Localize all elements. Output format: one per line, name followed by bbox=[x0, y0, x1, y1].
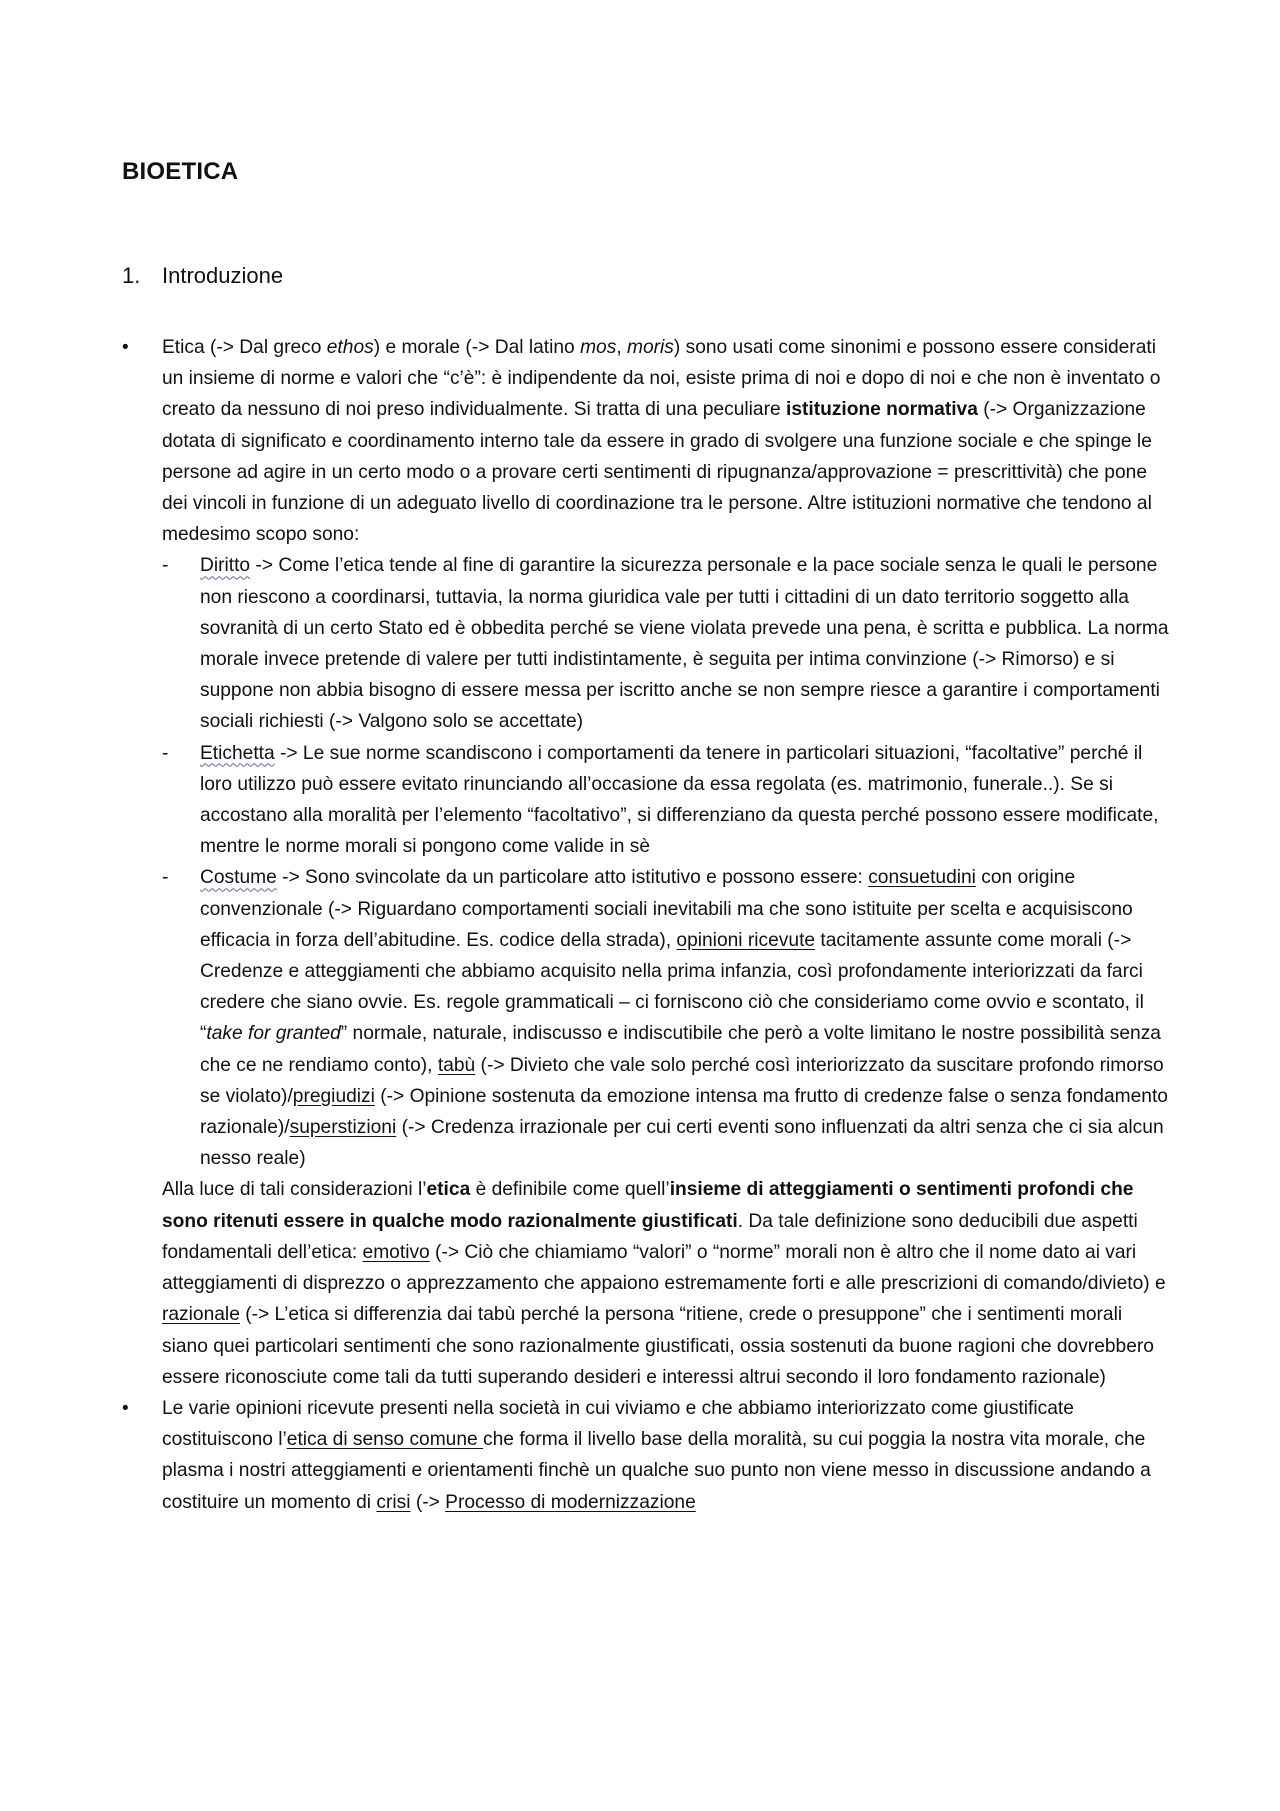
text-run: (-> Organizzazione dotata di significato e coordinamento interno tale da essere in grado di svolgere una funzione sociale e che spinge le persone ad agire in un certo modo o a provare certi sentimenti di ripugnanza/approvazione = prescrittività) che pone dei vincoli in funzione di un adeguato livello di coordinazione tra le persone. Altre istituzioni normative che tendono al medesimo scopo sono: bbox=[162, 399, 1152, 546]
text-run: , bbox=[616, 337, 627, 358]
bold-istituzione-normativa: istituzione normativa bbox=[785, 399, 978, 421]
italic-take-for-granted: take for granted bbox=[206, 1023, 341, 1045]
bullet-paragraph-etica bbox=[122, 332, 1172, 550]
dash-item-costume bbox=[122, 862, 1172, 1174]
document-body bbox=[122, 332, 1172, 1518]
dash-marker: - bbox=[162, 867, 169, 889]
section-title: Introduzione bbox=[162, 263, 284, 288]
underlined-processo-modernizzazione: Processo di modernizzazione bbox=[445, 1491, 696, 1513]
term-costume: Costume bbox=[200, 867, 277, 889]
section-number: 1. bbox=[122, 263, 141, 288]
underlined-superstizioni: superstizioni bbox=[289, 1117, 397, 1139]
text-run: (-> Ciò che chiamiamo “valori” o “norme” morali non è altro che il nome dato ai vari atteggiamenti di disprezzo o apprezzamento che appaiono estremamente forti e alle prescrizioni di comando/divieto) e bbox=[162, 1241, 1166, 1295]
dash-item-etichetta bbox=[122, 738, 1172, 863]
underlined-pregiudizi: pregiudizi bbox=[292, 1085, 375, 1107]
term-moris: moris bbox=[626, 337, 674, 358]
text-run: Etica (-> Dal greco bbox=[162, 337, 327, 358]
underlined-tabu: tabù bbox=[437, 1054, 476, 1076]
text-run: -> Come l’etica tende al fine di garantire la sicurezza personale e la pace sociale senza le quali le persone non riescono a coordinarsi, tuttavia, la norma giuridica vale per tutti i cittadini di un dato territorio soggetto alla sovranità di un certo Stato ed è obbedita perché se viene violata prevede una pena, è scritta e pubblica. La norma morale invece pretende di valere per tutti indistintamente, è seguita per intima convinzione (-> Rimorso) e si suppone non abbia bisogno di essere messa per iscritto anche se non sempre riesce a garantire i comportamenti sociali richiesti (-> Valgono solo se accettate) bbox=[200, 555, 1169, 733]
text-run: ” normale, naturale, indiscusso e indiscutibile che però a volte limitano le nostre possibilità senza che ce ne rendiamo conto), bbox=[200, 1023, 1161, 1076]
underlined-crisi: crisi bbox=[376, 1491, 411, 1513]
text-run: (-> L’etica si differenzia dai tabù perché la persona “ritiene, crede o presuppone” che i sentimenti morali siano quei particolari sentimenti che sono razionalmente giustificati, ossia sostenuti da buone ragioni che dovrebbero essere riconosciute come tali da tutti superando desideri e interessi altrui secondo il loro fondamento razionale) bbox=[162, 1304, 1154, 1388]
text-run: (-> Credenza irrazionale per cui certi eventi sono influenzati da altri senza che ci sia alcun nesso reale) bbox=[200, 1117, 1164, 1170]
underlined-razionale: razionale bbox=[162, 1304, 240, 1326]
section-heading bbox=[122, 263, 283, 289]
dash-item-diritto bbox=[122, 550, 1172, 737]
bullet-icon: • bbox=[122, 337, 129, 358]
text-run: è definibile come quell’ bbox=[470, 1179, 670, 1201]
bullet-icon: • bbox=[122, 1397, 129, 1419]
text-run: (-> Opinione sostenuta da emozione intensa ma frutto di credenze false o senza fondamento razionale)/ bbox=[200, 1085, 1168, 1139]
text-run: con origine convenzionale (-> Riguardano comportamenti sociali inevitabili ma che sono istituite per scelta e acquisiscono efficacia in forza dell’abitudine. Es. codice della strada), bbox=[200, 867, 1133, 951]
dash-marker: - bbox=[162, 555, 169, 577]
text-run: (-> bbox=[410, 1491, 446, 1513]
term-mos: mos bbox=[580, 337, 617, 358]
dash-marker: - bbox=[162, 742, 169, 764]
term-diritto: Diritto bbox=[200, 555, 251, 577]
term-etichetta: Etichetta bbox=[200, 742, 275, 764]
underlined-etica-senso-comune: etica di senso comune bbox=[286, 1429, 484, 1451]
bold-definition: insieme di atteggiamenti o sentimenti profondi che sono ritenuti essere in qualche modo razionalmente giustificati bbox=[162, 1179, 1134, 1232]
text-run: -> Sono svincolate da un particolare atto istitutivo e possono essere: bbox=[276, 867, 869, 889]
text-run: Le varie opinioni ricevute presenti nella società in cui viviamo e che abbiamo interiorizzato come giustificate costituiscono l’ bbox=[162, 1397, 1074, 1451]
text-run: che forma il livello base della moralità, su cui poggia la nostra vita morale, che plasma i nostri atteggiamenti e orientamenti finchè un qualche suo punto non viene messo in discussione andando a costituire un momento di bbox=[162, 1429, 1151, 1513]
text-run: -> Le sue norme scandiscono i comportamenti da tenere in particolari situazioni, “facoltative” perché il loro utilizzo può essere evitato rinunciando all’occasione da essa regolata (es. matrimonio, funerale..). Se si accostano alla moralità per l’elemento “facoltativo”, si differenziano da questa perché possono essere modificate, mentre le norme morali si pongono come valide in sè bbox=[200, 742, 1159, 858]
document-title: BIOETICA bbox=[122, 158, 239, 185]
text-run: ) sono usati come sinonimi e possono essere considerati un insieme di norme e valori che “c’è”: è indipendente da noi, esiste prima di noi e dopo di noi e che non è inventato o creato da nessuno di noi preso individualmente. Si tratta di una peculiare bbox=[162, 337, 1161, 421]
text-run: Alla luce di tali considerazioni l’ bbox=[162, 1179, 427, 1201]
text-run: (-> Divieto che vale solo perché così interiorizzato da suscitare profondo rimorso se violato)/ bbox=[200, 1054, 1164, 1107]
text-run: . Da tale definizione sono deducibili due aspetti fondamentali dell’etica: bbox=[162, 1210, 1138, 1263]
underlined-emotivo: emotivo bbox=[362, 1241, 430, 1263]
text-run: ) e morale (-> Dal latino bbox=[373, 337, 581, 358]
underlined-consuetudini: consuetudini bbox=[868, 867, 976, 889]
text-run: tacitamente assunte come morali (-> Credenze e atteggiamenti che abbiamo acquisito nella prima infanzia, così profondamente interiorizzati da farci credere che siano ovvie. Es. regole grammaticali – ci forniscono ciò che consideriamo come ovvio e scontato, il “ bbox=[200, 929, 1144, 1045]
term-ethos: ethos bbox=[326, 337, 374, 358]
underlined-opinioni-ricevute: opinioni ricevute bbox=[676, 929, 816, 951]
continuation-paragraph bbox=[122, 1174, 1172, 1392]
bullet-paragraph-senso-comune bbox=[122, 1393, 1172, 1518]
bold-etica: etica bbox=[426, 1179, 471, 1201]
